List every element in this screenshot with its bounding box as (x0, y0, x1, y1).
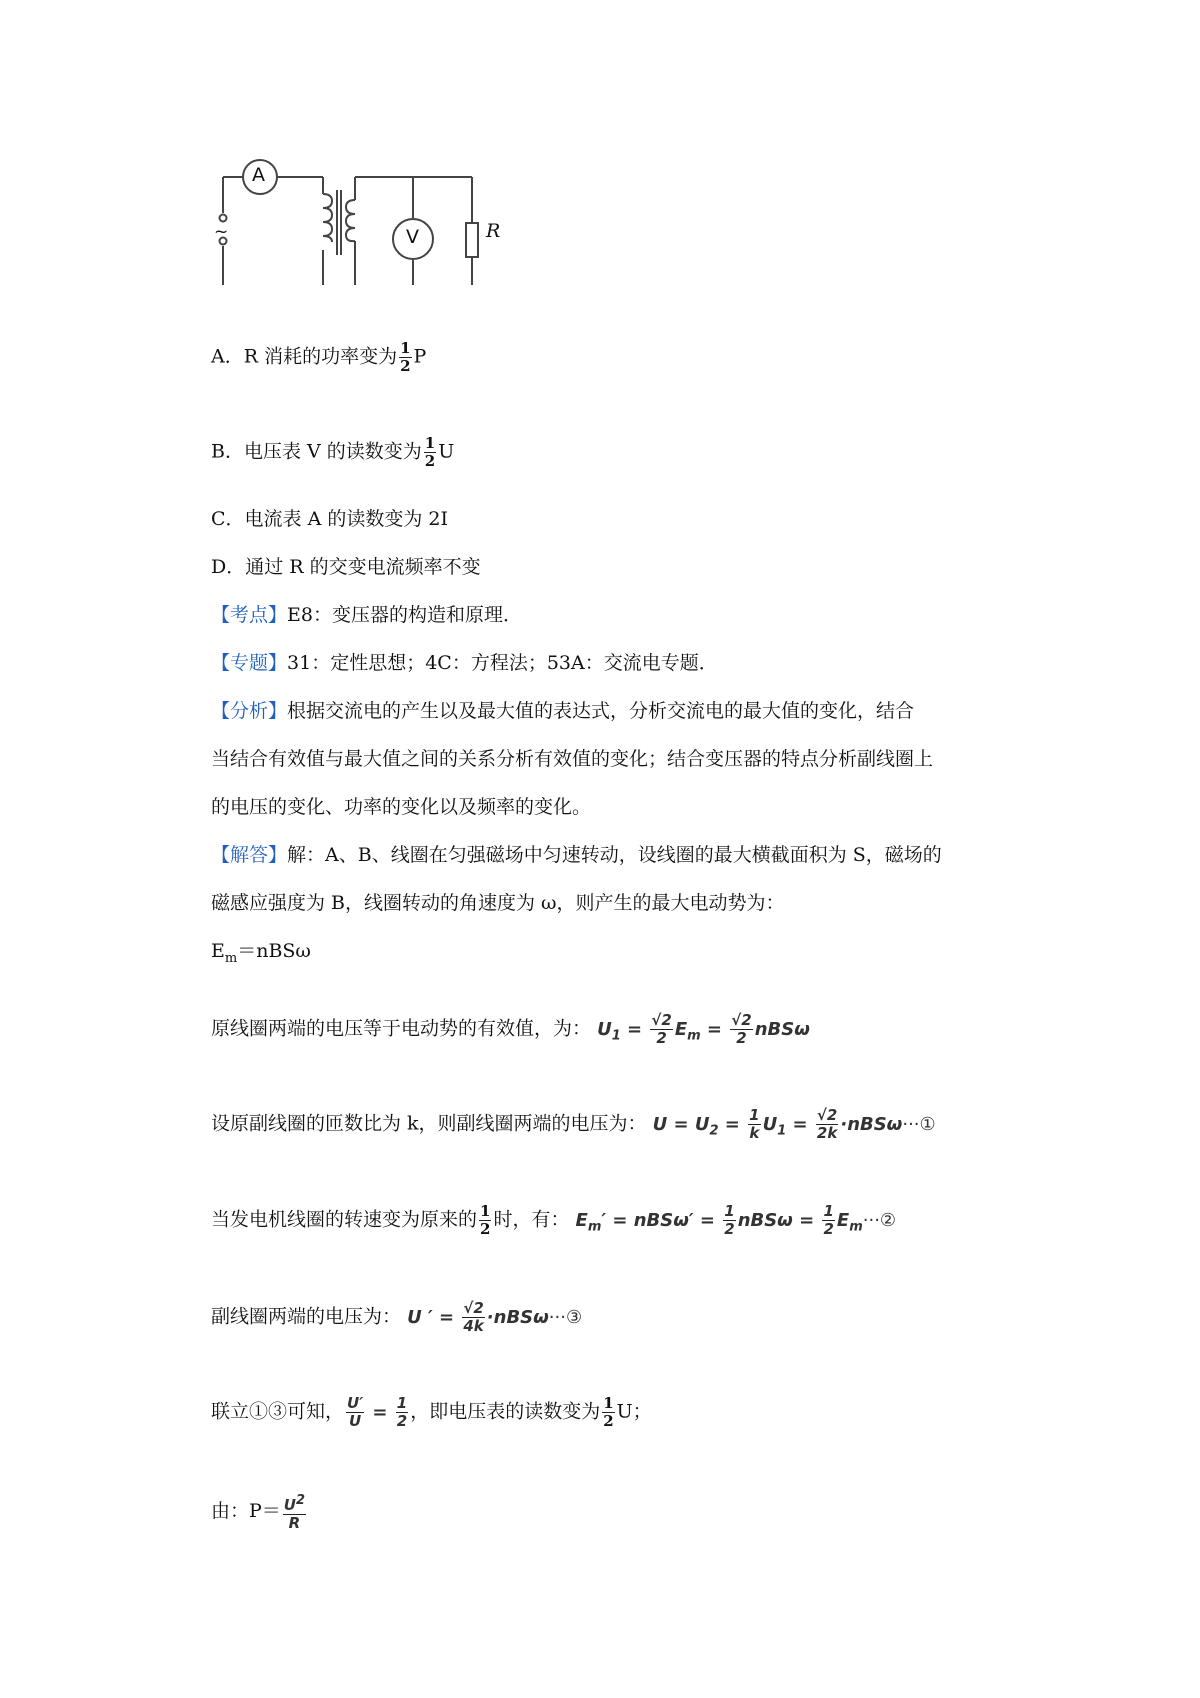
step-3-line: 当发电机线圈的转速变为原来的 $\frac{1}{2}$ 时，有： $E_m' = nBS\omega'$ = $\frac{1}{2}$ nBSω = $\frac{1}{2}$ $E_m\cdot\cdot\cdot ②$ (211, 1202, 897, 1238)
equation-u1: $U_1$ = $\frac{√2}{2}$ $E_m$ = $\frac{√2}{2}$ nBSω (597, 1011, 810, 1047)
step-3-text: 当发电机线圈的转速变为原来的 (211, 1208, 478, 1231)
ammeter-label: A (252, 164, 265, 186)
fenxi-line-2: 当结合有效值与最大值之间的关系分析有效值的变化；结合变压器的特点分析副线圈上 (211, 748, 934, 770)
fenxi-tag: 【分析】 (211, 700, 288, 722)
jieda-tag: 【解答】 (211, 844, 288, 866)
option-a-text: A．R 消耗的功率变为 (211, 345, 398, 368)
option-b-text: B．电压表 V 的读数变为 (211, 440, 422, 463)
jieda-text-1: 解：A、B、线圈在匀强磁场中匀速转动，设线圈的最大横截面积为 S，磁场的 (287, 844, 942, 866)
option-b-suffix: U (438, 440, 455, 463)
step-2-line (211, 1107, 936, 1144)
option-c: C．电流表 A 的读数变为 2I (211, 508, 448, 530)
equation-u-prime: U ′ = $\frac{√2}{4k}$ ·nBSω···③ (407, 1299, 583, 1335)
step-5-text: 联立①③可知， (211, 1400, 345, 1423)
fenxi-text-1: 根据交流电的产生以及最大值的表达式，分析交流电的最大值的变化，结合 (287, 700, 915, 722)
kaodian-tag: 【考点】 (211, 604, 288, 626)
step-1-line (211, 1012, 810, 1049)
fraction-half: $\frac{1}{2}$ (424, 434, 436, 470)
kaodian-line (211, 602, 522, 628)
fraction-half: $\frac{1}{2}$ (400, 339, 411, 375)
fenxi-line-1 (211, 698, 914, 724)
jieda-line-2: 磁感应强度为 B，线圈转动的角速度为 ω，则产生的最大电动势为： (211, 892, 785, 914)
fraction-half: $\frac{1}{2}$ (480, 1202, 491, 1238)
equation-u2: $U = U_2$ = $\frac{1}{k}$ $U_1$ = $\frac{√2}{2k}$ ·nBSω···① (652, 1106, 936, 1142)
jieda-line-1 (211, 842, 942, 868)
option-a-suffix: P (413, 345, 427, 368)
option-d: D．通过 R 的交变电流频率不变 (211, 556, 481, 578)
zhuanti-tag: 【专题】 (211, 652, 288, 674)
voltmeter-label: V (406, 226, 419, 248)
em-formula: $E_m=nBS\omega$ (211, 940, 311, 966)
resistor-label: R (486, 220, 501, 242)
step-5-line: 联立①③可知， $\frac{U'}{U}$ = $\frac{1}{2}$ ，即电压表的读数变为 $\frac{1}{2}$ U； (211, 1394, 652, 1430)
zhuanti-line (211, 650, 718, 676)
kaodian-text: E8：变压器的构造和原理． (287, 604, 522, 626)
fenxi-line-3: 的电压的变化、功率的变化以及频率的变化。 (211, 796, 592, 818)
zhuanti-text: 31：定性思想；4C：方程法；53A：交流电专题． (287, 652, 718, 674)
step-4-line (211, 1300, 582, 1335)
fraction-half: $\frac{1}{2}$ (603, 1394, 614, 1430)
step-2-text: 设原副线圈的匝数比为 k，则副线圈两端的电压为： (211, 1112, 647, 1135)
step-4-text: 副线圈两端的电压为： (211, 1305, 402, 1328)
equation-em-prime: $E_m' = nBS\omega'$ = $\frac{1}{2}$ nBSω = $\frac{1}{2}$ $E_m\cdot\cdot\cdot ②$ (575, 1202, 897, 1238)
ac-source-symbol: ~ (214, 222, 229, 242)
step-6-line: 由：P＝ $\frac{U^2}{R}$ (211, 1493, 306, 1532)
step-6-text: 由：P＝ (211, 1500, 281, 1522)
option-b (211, 435, 454, 470)
step-1-text: 原线圈两端的电压等于电动势的有效值，为： (211, 1017, 592, 1040)
option-a (211, 340, 426, 375)
